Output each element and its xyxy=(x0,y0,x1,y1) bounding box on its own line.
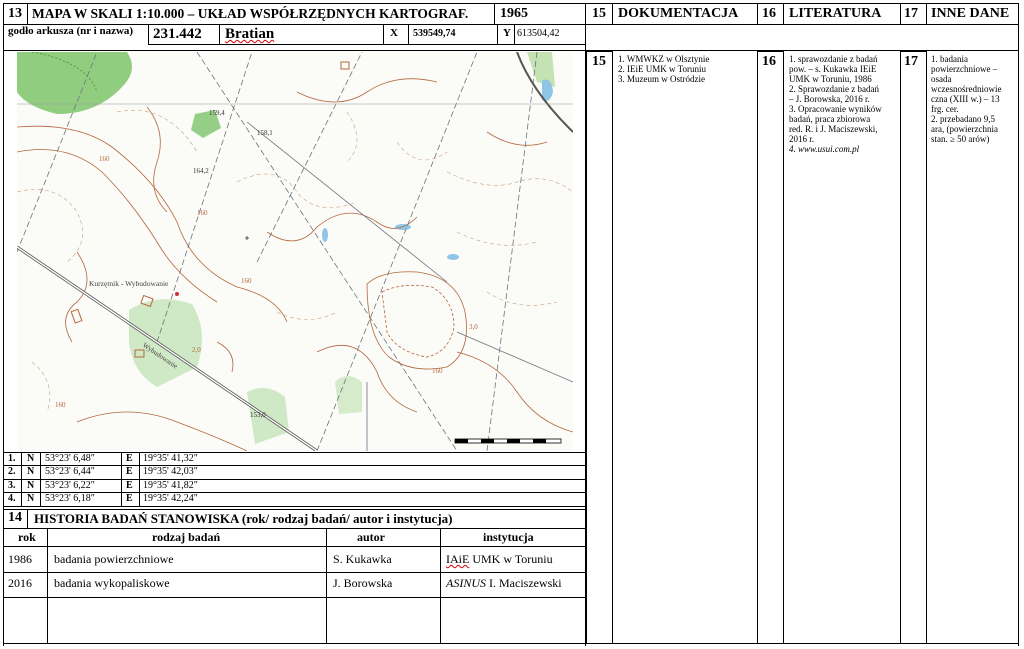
other-data-line: stan. ≥ 50 arów) xyxy=(931,134,990,144)
y-value: 613504,42 xyxy=(517,28,560,39)
other-data-line: czna (XIII w.) – 13 xyxy=(931,94,1000,104)
map-section-title: MAPA W SKALI 1:10.000 – UKŁAD WSPÓŁRZĘDNYCH KARTOGRAF. xyxy=(32,6,469,21)
other-data-line: 2. przebadano 9,5 xyxy=(931,114,995,124)
history-col-header: instytucja xyxy=(483,530,534,544)
section-16-number-box xyxy=(757,51,784,644)
coord-longitude: 19°35' 41,82" xyxy=(143,480,198,491)
documentation-item: 1. WMWKZ w Olsztynie xyxy=(618,54,710,64)
section-number-14: 14 xyxy=(8,510,22,525)
contour-label: 160 xyxy=(197,209,208,217)
coord-row-number: 1. xyxy=(8,453,16,464)
section-17-number-box xyxy=(900,51,927,644)
coord-e-label: E xyxy=(126,493,133,504)
other-data-line: 1. badania xyxy=(931,54,968,64)
history-col-header: rodzaj badań xyxy=(152,530,221,544)
coord-row-number: 3. xyxy=(8,480,16,491)
other-data-line: ara, (powierzchnia xyxy=(931,124,998,134)
section-number-17: 17 xyxy=(904,6,918,21)
section-number-15: 15 xyxy=(592,6,606,21)
map-height-label: 153,0 xyxy=(250,411,266,419)
topographic-map[interactable] xyxy=(17,52,573,451)
coord-latitude: 53°23' 6,18" xyxy=(45,493,95,504)
literature-line: pow. – s. Kukawka IEiE xyxy=(789,64,877,74)
history-title: HISTORIA BADAŃ STANOWISKA (rok/ rodzaj badań/ autor i instytucja) xyxy=(34,511,453,526)
contour-label: 160 xyxy=(55,401,66,409)
village-label: Kurzętnik - Wybudowanie xyxy=(89,279,169,288)
history-institution: IAiE UMK w Toruniu xyxy=(446,552,553,566)
literature-line: badań, praca zbiorowa xyxy=(789,114,871,124)
coord-latitude: 53°23' 6,48" xyxy=(45,453,95,464)
x-value: 539549,74 xyxy=(413,28,456,39)
literature-line: red. R. i J. Maciszewski, xyxy=(789,124,878,134)
coord-e-label: E xyxy=(126,453,133,464)
history-col-header: rok xyxy=(18,530,36,544)
history-type: badania powierzchniowe xyxy=(54,552,174,566)
map-height-label: 164,2 xyxy=(193,167,209,175)
literature-link[interactable]: 4. www.usui.com.pl xyxy=(789,144,860,154)
x-label: X xyxy=(390,27,398,39)
literature-line: 1. sprawozdanie z badań xyxy=(789,54,878,64)
contour-label: 160 xyxy=(99,155,110,163)
literature-line: 2. Sprawozdanie z badań xyxy=(789,84,879,94)
section-number-15: 15 xyxy=(592,54,606,69)
section-number-17: 17 xyxy=(904,54,918,69)
contour-label: 3,0 xyxy=(469,323,478,331)
y-label: Y xyxy=(503,27,511,39)
section-15-number-box xyxy=(586,51,613,644)
coord-latitude: 53°23' 6,44" xyxy=(45,466,95,477)
coord-e-label: E xyxy=(126,480,133,491)
history-author: J. Borowska xyxy=(333,576,393,590)
documentation-header: DOKUMENTACJA xyxy=(618,6,739,21)
section-number-16: 16 xyxy=(762,6,776,21)
map-year: 1965 xyxy=(500,6,528,21)
contour-label: 160 xyxy=(241,277,252,285)
coord-n-label: N xyxy=(27,453,35,464)
section-number-13: 13 xyxy=(8,6,22,21)
coord-n-label: N xyxy=(27,493,35,504)
road-label: Wybudowanie xyxy=(141,341,180,371)
other-data-header: INNE DANE xyxy=(931,6,1010,21)
coord-latitude: 53°23' 6,22" xyxy=(45,480,95,491)
coord-n-label: N xyxy=(27,480,35,491)
history-type: badania wykopaliskowe xyxy=(54,576,170,590)
other-data-line: powierzchniowe – xyxy=(931,64,998,74)
other-data-line: frg. cer. xyxy=(931,104,959,114)
literature-line: – J. Borowska, 2016 r. xyxy=(789,94,870,104)
literature-list xyxy=(789,54,897,154)
coord-longitude: 19°35' 42,24" xyxy=(143,493,198,504)
contour-label: 160 xyxy=(432,367,443,375)
history-year: 2016 xyxy=(8,576,32,590)
other-data-line: osada xyxy=(931,74,952,84)
coord-longitude: 19°35' 41,32" xyxy=(143,453,198,464)
map-height-label: 158,1 xyxy=(257,129,273,137)
map-drawing xyxy=(17,52,573,451)
documentation-item: 3. Muzeum w Ostródzie xyxy=(618,74,705,84)
contour-label: 2,0 xyxy=(192,346,201,354)
sheet-label: godło arkusza (nr i nazwa) xyxy=(8,25,134,37)
literature-header: LITERATURA xyxy=(789,6,882,21)
coord-row-number: 2. xyxy=(8,466,16,477)
documentation-item: 2. IEiE UMK w Toruniu xyxy=(618,64,706,74)
coord-n-label: N xyxy=(27,466,35,477)
literature-line: 3. Opracowanie wyników xyxy=(789,104,882,114)
other-data-list xyxy=(931,54,1017,144)
section-number-16: 16 xyxy=(762,54,776,69)
history-col-header: autor xyxy=(357,530,385,544)
documentation-list xyxy=(618,54,754,84)
literature-line: 2016 r. xyxy=(789,134,815,144)
literature-line: UMK w Toruniu, 1986 xyxy=(789,74,872,84)
sheet-number: 231.442 xyxy=(153,26,202,42)
history-year: 1986 xyxy=(8,552,32,566)
coord-longitude: 19°35' 42,03" xyxy=(143,466,198,477)
coord-row-number: 4. xyxy=(8,493,16,504)
other-data-line: wczesnośredniowie xyxy=(931,84,1002,94)
history-institution: ASINUS I. Maciszewski xyxy=(446,576,562,590)
map-height-label: 159,4 xyxy=(209,109,225,117)
history-author: S. Kukawka xyxy=(333,552,392,566)
sheet-name: Bratian xyxy=(225,26,275,42)
coord-e-label: E xyxy=(126,466,133,477)
